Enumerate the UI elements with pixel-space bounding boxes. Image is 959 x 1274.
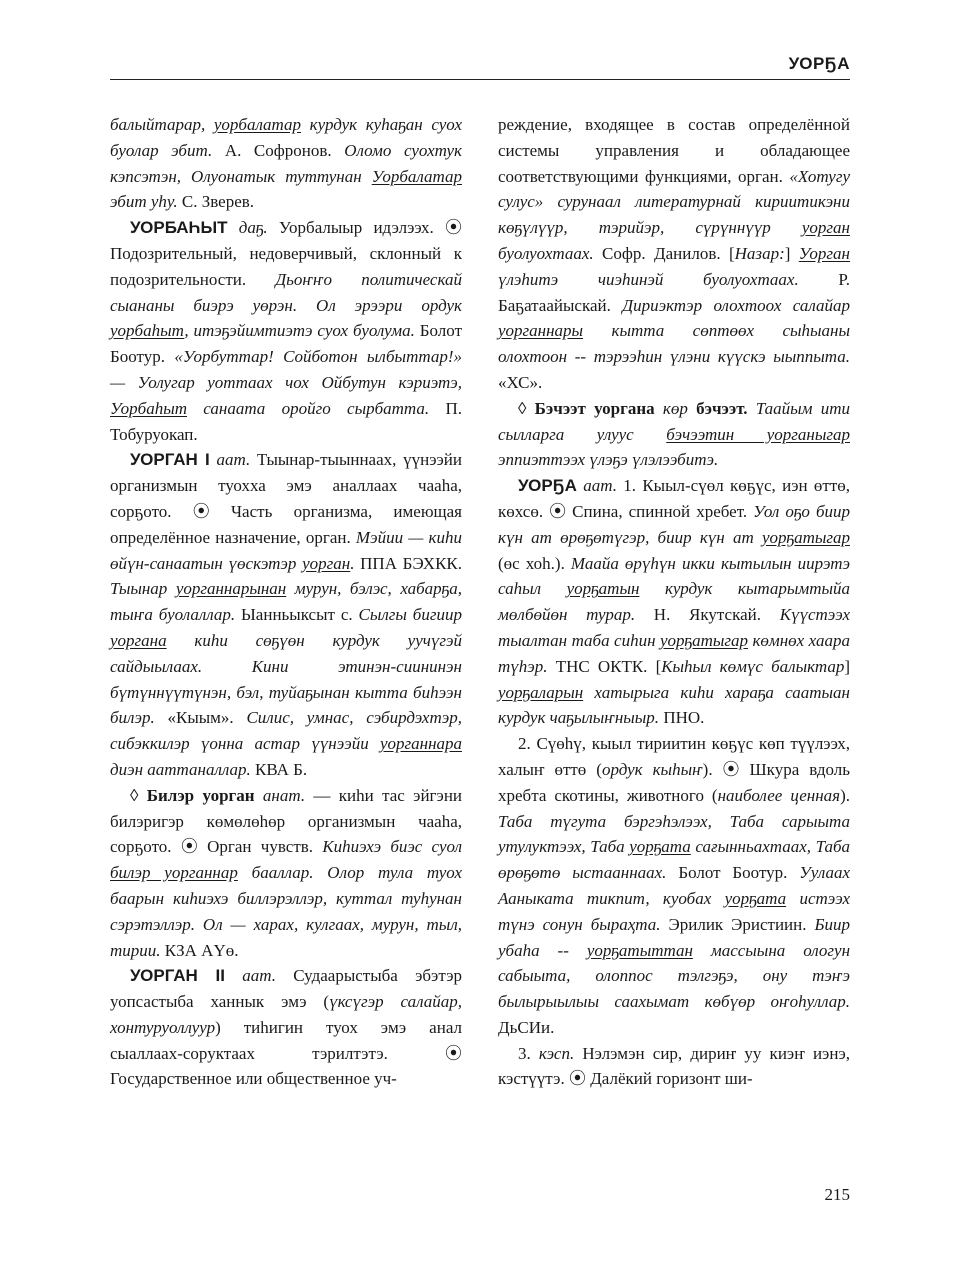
italic-text: диэн ааттаналлар. xyxy=(110,759,256,779)
italic-text: Оломо суохтук кэпсэтэн, Олуонатык туттунан xyxy=(110,140,462,186)
italic-text: көр xyxy=(654,398,697,418)
italic-text: Киһиэхэ биэс суол xyxy=(322,837,463,857)
entry-uorbahyt xyxy=(110,215,462,447)
subentry-biler-uorgan xyxy=(110,783,462,964)
italic-text: аат. xyxy=(576,476,624,496)
example-keyword: уорҕата xyxy=(629,837,691,857)
subentry-term: Бэчээт уоргана xyxy=(534,398,655,418)
italic-text: аат. xyxy=(209,450,257,470)
text-run: Нэлэмэн сир, дириҥ уу киэҥ иэнэ, кэстүүтэ. ⦿ Далёкий горизонт ши- xyxy=(498,1043,850,1089)
text-run: ). ⦿ Шкура вдоль хребта скотины, животного ( xyxy=(498,759,850,805)
text-run: «ХС». xyxy=(498,372,543,392)
italic-text: үксүгэр салайар, хонтуруоллуур xyxy=(110,992,462,1037)
italic-text: көмнөх хаара түһэр. xyxy=(498,630,850,676)
italic-text: истээх түнэ сонун быраҳта. xyxy=(498,888,850,934)
italic-text: Күүстээх тыалтан таба сиһин xyxy=(498,605,850,650)
subentry-term: Билэр уорган xyxy=(146,785,255,805)
entry-uorga-sense-2 xyxy=(498,731,850,1041)
text-run: — киһи тас эйгэни билэригэр көмөлөһөр организмын чааһа, сорҕото. ⦿ Орган чувств. xyxy=(110,785,463,857)
example-keyword: уорҕатыгар xyxy=(659,630,748,650)
example-keyword: уорган xyxy=(801,218,850,238)
text-run: Р. Баҕатаайыскай. xyxy=(498,269,850,315)
entry-uorga-sense-3 xyxy=(498,1041,850,1093)
italic-text: Дириэктэр олохтоох салайар xyxy=(622,295,850,315)
italic-text: бааллар. Олор тула туох баарын киһиэхэ биллэрэллэр, куттал туһунан сэрэтэллэр. Ол — харах, кулгаах, мурун, тыл, тирии. xyxy=(110,863,462,960)
italic-text: ордук кыһыҥ xyxy=(601,759,703,779)
text-run: П. Тобуруокап. xyxy=(110,398,462,444)
text-run: ◊ xyxy=(130,785,147,805)
example-keyword: уорҕата xyxy=(724,888,787,908)
example-keyword: Уорбаһыт xyxy=(110,398,187,418)
italic-text: мурун, бэлэс, хабарҕа, тыҥа буолаллар. xyxy=(110,579,462,625)
italic-text: курдук кытарымтыйа мөлбөйөн турар. xyxy=(498,579,851,625)
example-keyword: билэр уорганнар xyxy=(110,863,238,883)
example-keyword: уорганнары xyxy=(498,321,584,341)
italic-text: массыына ологун сабыыта, олоппос тэлгэҕэ, ону тэҥэ былырыылыы саахымат көбүөр оҥоһуллар. xyxy=(498,940,850,1012)
italic-text: даҕ. xyxy=(227,218,279,238)
text-run: Ыанньыксыт с. xyxy=(240,605,359,625)
italic-text: Таба түгута бэргэһэлээх, Таба сарыыта утулуктээх, Таба xyxy=(498,811,850,857)
italic-text: Таайым ити сылларга улуус xyxy=(498,398,851,444)
text-run: ПНО. xyxy=(663,708,705,728)
italic-text: Назар: xyxy=(734,243,785,263)
text-run: ППА БЭХКК. xyxy=(360,553,463,573)
text-run: Н. Якутскай. xyxy=(653,605,780,625)
italic-text: курдук куһаҕан суох буолар эбит. xyxy=(110,115,462,160)
text-run: (өс хоһ.). xyxy=(498,553,571,573)
example-keyword: уорбалатар xyxy=(213,115,302,134)
running-head-word: УОРҔА xyxy=(788,54,850,73)
text-run: ] xyxy=(844,656,850,676)
entry-paragraph xyxy=(498,112,850,396)
entry-uorga xyxy=(498,473,850,731)
text-run: Болот Боотур. xyxy=(110,321,462,367)
text-run: Уорбалыыр идэлээх. ⦿ Подозрительный, недоверчивый, склонный к подозрительности. xyxy=(110,218,462,289)
subentry-bechaat-uorgana xyxy=(498,396,850,473)
italic-text: «Уорбуттар! Сойботон ылбыттар!» — Уолугар уоттаах чох Ойбутун кэриэтэ, xyxy=(110,347,462,392)
text-run: 2. Сүөһү, кыыл тириитин көҕүс көп түүлээх, халыҥ өттө ( xyxy=(498,734,850,779)
text-run: Тыынар-тыыннаах, үүнээйи организмын туохха эмэ аналлаах чааһа, сорҕото. ⦿ Часть организма, имеющая определённое назначение, орган. xyxy=(110,450,462,547)
italic-text: үлэһитэ чиэһинэй буолуохтаах. xyxy=(498,269,839,289)
italic-text: аат. xyxy=(225,966,294,986)
text-run: Болот Боотур. xyxy=(678,863,800,883)
example-keyword: уорбаһыт xyxy=(110,321,185,341)
italic-text: Мэйии — киһи өйүн-санаатын үөскэтэр xyxy=(110,527,462,573)
italic-text: Маайа өрүһүн икки кытылын иирэтэ саһыл xyxy=(498,553,850,599)
italic-text: . xyxy=(350,553,361,573)
example-keyword: уорганнара xyxy=(379,734,462,754)
example-keyword: уорҕатыттан xyxy=(586,940,693,960)
italic-text: кытта сөптөөх сыһыаны олохтоон -- тэрээһин үлэни күүскэ ыыппыта. xyxy=(498,321,850,367)
italic-text: хатырыга киһи хараҕа саатыан курдук чаҕылыҥныыр. xyxy=(498,682,850,728)
entry-uorgan-1 xyxy=(110,447,462,782)
text-run: ). xyxy=(840,785,850,805)
italic-text: киһи сөҕүөн курдук уучүгэй сайдыылаах. Кини этинэн-сиининэн бүтүннүүтүнэн, бэл, туйаҕынан кытта биһээн билэр. xyxy=(110,630,462,728)
italic-text: балыйтарар, xyxy=(110,115,214,134)
italic-text: буолуохтаах. xyxy=(498,243,603,263)
page-number: 215 xyxy=(824,1185,850,1204)
italic-text: Сылгы бигиир xyxy=(358,605,462,625)
text-run: А. Софронов. xyxy=(224,140,345,160)
text-run: КВА Б. xyxy=(255,759,308,779)
entry-uorgan-2 xyxy=(110,963,462,1092)
example-keyword: Уорбалатар xyxy=(371,166,462,186)
text-run: С. Зверев. xyxy=(181,192,255,212)
text-run: 3. xyxy=(518,1043,539,1063)
left-column xyxy=(110,112,462,1092)
italic-text: кэсп. xyxy=(538,1043,583,1063)
headword: УОРГАН II xyxy=(130,966,226,986)
example-keyword: уорҕатын xyxy=(566,579,640,599)
example-keyword: уорҕаларын xyxy=(498,682,584,702)
italic-text: анат. xyxy=(254,785,314,805)
text-run: Эрилик Эристиин. xyxy=(668,914,815,934)
subentry-term: бэчээт. xyxy=(696,398,748,418)
italic-text: Биир убаһа -- xyxy=(498,914,850,960)
text-run: реждение, входящее в состав определённой системы управления и обладающее соответствующими функциями, орган. xyxy=(498,115,850,186)
italic-text: «Хотугу сулус» сурунаал литературнай кириитикэни көҕүлүүр, тэрийэр, сүрүннүүр xyxy=(498,166,850,238)
italic-text: санаата оройго сырбатта. xyxy=(186,398,446,418)
italic-text: эппиэттээх үлэҕэ үлэлээбитэ. xyxy=(498,450,719,470)
text-run: Судаарыстыба эбэтэр уопсастыба ханнык эмэ ( xyxy=(110,966,462,1012)
italic-text: Уулаах Ааныката тикпит, куобах xyxy=(498,863,850,908)
example-keyword: бэчээтин уорганыгар xyxy=(666,424,850,444)
example-keyword: уорганнарынан xyxy=(175,579,287,599)
text-run: ДьСИи. xyxy=(498,1017,555,1037)
italic-text: Тыынар xyxy=(110,579,176,599)
italic-text: Дьоҥҥо политическай сыананы биэрэ уөрэн. Ол эрээри ордук xyxy=(110,269,462,315)
headword: УОРБАҺЫТ xyxy=(130,218,228,238)
text-run: 1. Кыыл-сүөл көҕүс, иэн өттө, көхсө. ⦿ Спина, спинной хребет. xyxy=(498,476,850,521)
example-keyword: уорган xyxy=(302,553,351,573)
text-run: ТНС ОКТК. [ xyxy=(555,656,662,676)
example-keyword: уоргана xyxy=(110,630,167,650)
text-run: ) тиһигин туох эмэ анал сыаллаах-соруктаах тэрилтэтэ. ⦿ Государственное или общественное уч- xyxy=(110,1017,462,1089)
italic-text: наиболее ценная xyxy=(717,785,841,805)
text-run: КЗА АҮө. xyxy=(164,940,239,960)
italic-text: сағынньахтаах, Таба өрөҕөтө ыстааннаах. xyxy=(498,837,850,883)
text-run: ◊ xyxy=(518,398,535,418)
italic-text: эбит уһу. xyxy=(110,192,182,212)
example-keyword: уорҕатыгар xyxy=(761,527,850,547)
text-run: Софр. Данилов. [ xyxy=(602,243,735,263)
headword: УОРҔА xyxy=(518,476,577,496)
text-run: ] xyxy=(784,243,799,263)
right-column xyxy=(498,112,850,1092)
italic-text: Силис, умнас, сэбирдэхтэр, сибэккилэр үонна астар үүнээйи xyxy=(110,708,462,754)
headword: УОРГАН I xyxy=(130,450,210,470)
running-header xyxy=(110,52,850,80)
italic-text: Уол оҕо биир күн ат өрөҕөтүгэр, биир күн ат xyxy=(498,501,850,547)
text-run: «Кыым». xyxy=(167,708,247,728)
entry-paragraph xyxy=(110,112,462,215)
italic-text: Кыһыл көмүс балыктар xyxy=(661,656,845,676)
example-keyword: Уорган xyxy=(798,243,850,263)
italic-text: , итэҕэйимтиэтэ суох буолума. xyxy=(184,321,420,341)
